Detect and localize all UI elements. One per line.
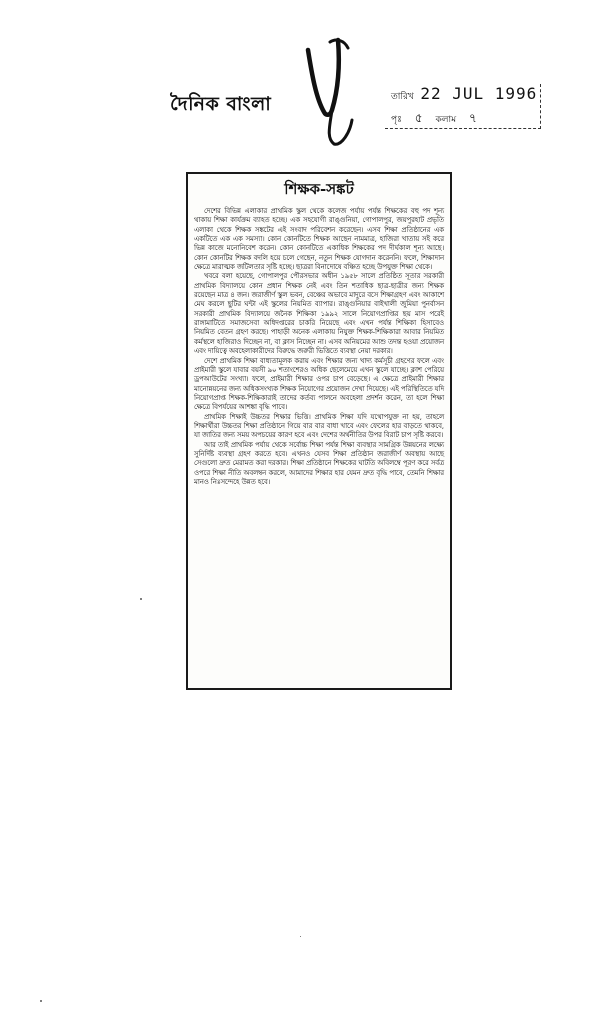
handwritten-folio-number bbox=[290, 20, 370, 160]
scan-speck bbox=[140, 598, 142, 600]
folio-mark bbox=[290, 20, 370, 160]
article-paragraph: প্রাথমিক শিক্ষাই উচ্চতর শিক্ষার ভিত্তি। প্রাথমিক শিক্ষা যদি যথোপযুক্ত না হয়, তাহলে শিক্ষার্থীরা উচ্চতর শিক্ষা প্রতিষ্ঠানে গিয়ে বার বার বাধা খাবে এবং ফেলের হার বাড়তে থাকবে, যা জাতির জন্য সময় অপচয়ের কারণ হবে এবং দেশের অর্থনীতির উপর বিরাট চাপ সৃষ্টি করবে। bbox=[194, 412, 444, 440]
article-paragraph: আর তাই প্রাথমিক পর্যায় থেকে সর্বোচ্চ শিক্ষা পর্যন্ত শিক্ষা ব্যবস্থার সামগ্রিক উন্নয়নের লক্ষ্যে সুনির্দিষ্ট ব্যবস্থা গ্রহণ করতে হবে। এখনও যেসব শিক্ষা প্রতিষ্ঠান জরাজীর্ণ অবস্থায় আছে সেগুলো দ্রুত মেরামত করা দরকার। শিক্ষা প্রতিষ্ঠানে শিক্ষকের ঘাটতি অবিলম্বে পূরণ করে সর্বত্র ওপরে শিক্ষা নীতি অবলম্বন করলে, আমাদের শিক্ষার হার যেমন দ্রুত বৃদ্ধি পাবে, তেমনি শিক্ষার মানও নিঃসন্দেহে উন্নত হবে। bbox=[194, 440, 444, 486]
article-paragraph: দেশে প্রাথমিক শিক্ষা বাধ্যতামূলক করায় এবং শিক্ষার জন্য খাদ্য কর্মসূচী গ্রহণের ফলে এবং প্রাইমারী স্কুলে যাবার বয়সী ৯০ শতাংশেরও অধিক ছেলেমেয়ে এখন স্কুলে যাচ্ছে। ক্লাশ পেরিয়ে ড্রপআউটের সংখ্যা। ফলে, প্রাইমারী শিক্ষার ওপর চাপ বেড়েছে। এ ক্ষেত্রে প্রাইমারী শিক্ষার মানোন্নয়নের জন্য অধিকসংখ্যক শিক্ষক নিয়োগের প্রয়োজন দেখা দিয়েছে। এই পরিস্থিতিতে যদি নিয়োগপ্রাপ্ত শিক্ষক-শিক্ষিকারাই তাদের কর্তব্য পালনে অবহেলা প্রদর্শন করেন, তা হলে শিক্ষা ক্ষেত্রে বিপর্যয়ের আশঙ্কা বৃদ্ধি পাবে। bbox=[194, 356, 444, 412]
stamp-page: ৫ bbox=[414, 111, 423, 125]
stamp-page-label: পৃঃ bbox=[391, 115, 402, 125]
clipping-stamp bbox=[385, 84, 541, 129]
stamp-column: ৭ bbox=[468, 111, 477, 125]
article-title: শিক্ষক-সঙ্কট bbox=[284, 180, 354, 198]
stamp-date-label: তারিখ bbox=[391, 92, 414, 102]
stamp-date: 22 JUL 1996 bbox=[420, 84, 538, 103]
scan-speck bbox=[300, 936, 301, 937]
stamp-date-row bbox=[391, 84, 537, 104]
stamp-column-label: কলাম bbox=[435, 115, 457, 125]
article-paragraph: খবরে বলা হয়েছে, গোপালপুর পৌরসভার অধীন ১৯৫৮ সালে প্রতিষ্ঠিত সূতার সরকারী প্রাথমিক বিদ্যালয়ে কোন প্রধান শিক্ষক নেই এবং তিন শতাধিক ছাত্র-ছাত্রীর জন্য শিক্ষক রয়েছেন মাত্র ৪ জন। জরাজীর্ণ স্কুল ভবন, বেঞ্চের অভাবে মাদুরে বসে শিক্ষাগ্রহণ এবং আকাশে মেঘ করলে ছুটির ঘন্টা এই স্কুলের নিয়মিত ব্যাপার। রাঙ্গুনিয়ার বাইখালী জুমিয়া পুনর্বাসন সরকারী প্রাথমিক বিদ্যালয়ে জনৈক শিক্ষিকা ১৯৯২ সালে নিয়োগপ্রাপ্তির ছয় মাস পরেই রাঙ্গামাটিতে সমাজসেবা অধিদপ্তরের চাকরি নিয়েছে এবং এখন পর্যন্ত শিক্ষিকা হিসাবেও নিয়মিত বেতন গ্রহণ করছে। পাহাড়ী অনেক এলাকায় নিযুক্ত শিক্ষক-শিক্ষিকারা আবার নিয়মিত কর্মস্থলে হাজিরাও দিচ্ছেন না, বা ক্লাস নিচ্ছেন না। এসব অনিয়মের আশু তদন্ত হওয়া প্রয়োজন এবং দায়িত্বে অবহেলাকারীদের বিরুদ্ধে জরুরী ভিত্তিতে ব্যবস্থা নেয়া দরকার। bbox=[194, 272, 444, 356]
scan-speck bbox=[40, 1000, 42, 1002]
article-paragraph: দেশের বিভিন্ন এলাকার প্রাথমিক স্কুল থেকে কলেজ পর্যায় পর্যন্ত শিক্ষকের বহু পদ শূন্য থাকায় শিক্ষা কার্যক্রম ব্যাহত হচ্ছে। এক সহযোগী রাঙ্গুনিয়া, গোপালপুর, জয়পুরহাট প্রভৃতি এলাকা থেকে শিক্ষক সঙ্কটের এই সংবাদ পরিবেশন করেছেন। এসব শিক্ষা প্রতিষ্ঠানের এক একটিতে এক এক সমস্যা। কোন কোনটিতে শিক্ষক আছেন নামমাত্র, হাজিরা খাতায় সই করে ভিন্ন কাজে মনোনিবেশ করেন। কোন কোনটিতে একাধিক শিক্ষকের পদ দীর্ঘকাল শূন্য আছে। কোন কোনটির শিক্ষক বদলি হয়ে চলে গেছেন, নতুন শিক্ষক যোগদান করেননি। ফলে, শিক্ষাদান ক্ষেত্রে মারাত্মক জটিলতার সৃষ্টি হচ্ছে। ছাত্ররা বিনাদোষে বঞ্চিত হচ্ছে উপযুক্ত শিক্ষা থেকে। bbox=[194, 207, 444, 272]
stamp-page-row bbox=[391, 110, 487, 130]
newspaper-name: দৈনিক বাংলা bbox=[170, 93, 272, 115]
newspaper-clipping bbox=[186, 172, 452, 690]
